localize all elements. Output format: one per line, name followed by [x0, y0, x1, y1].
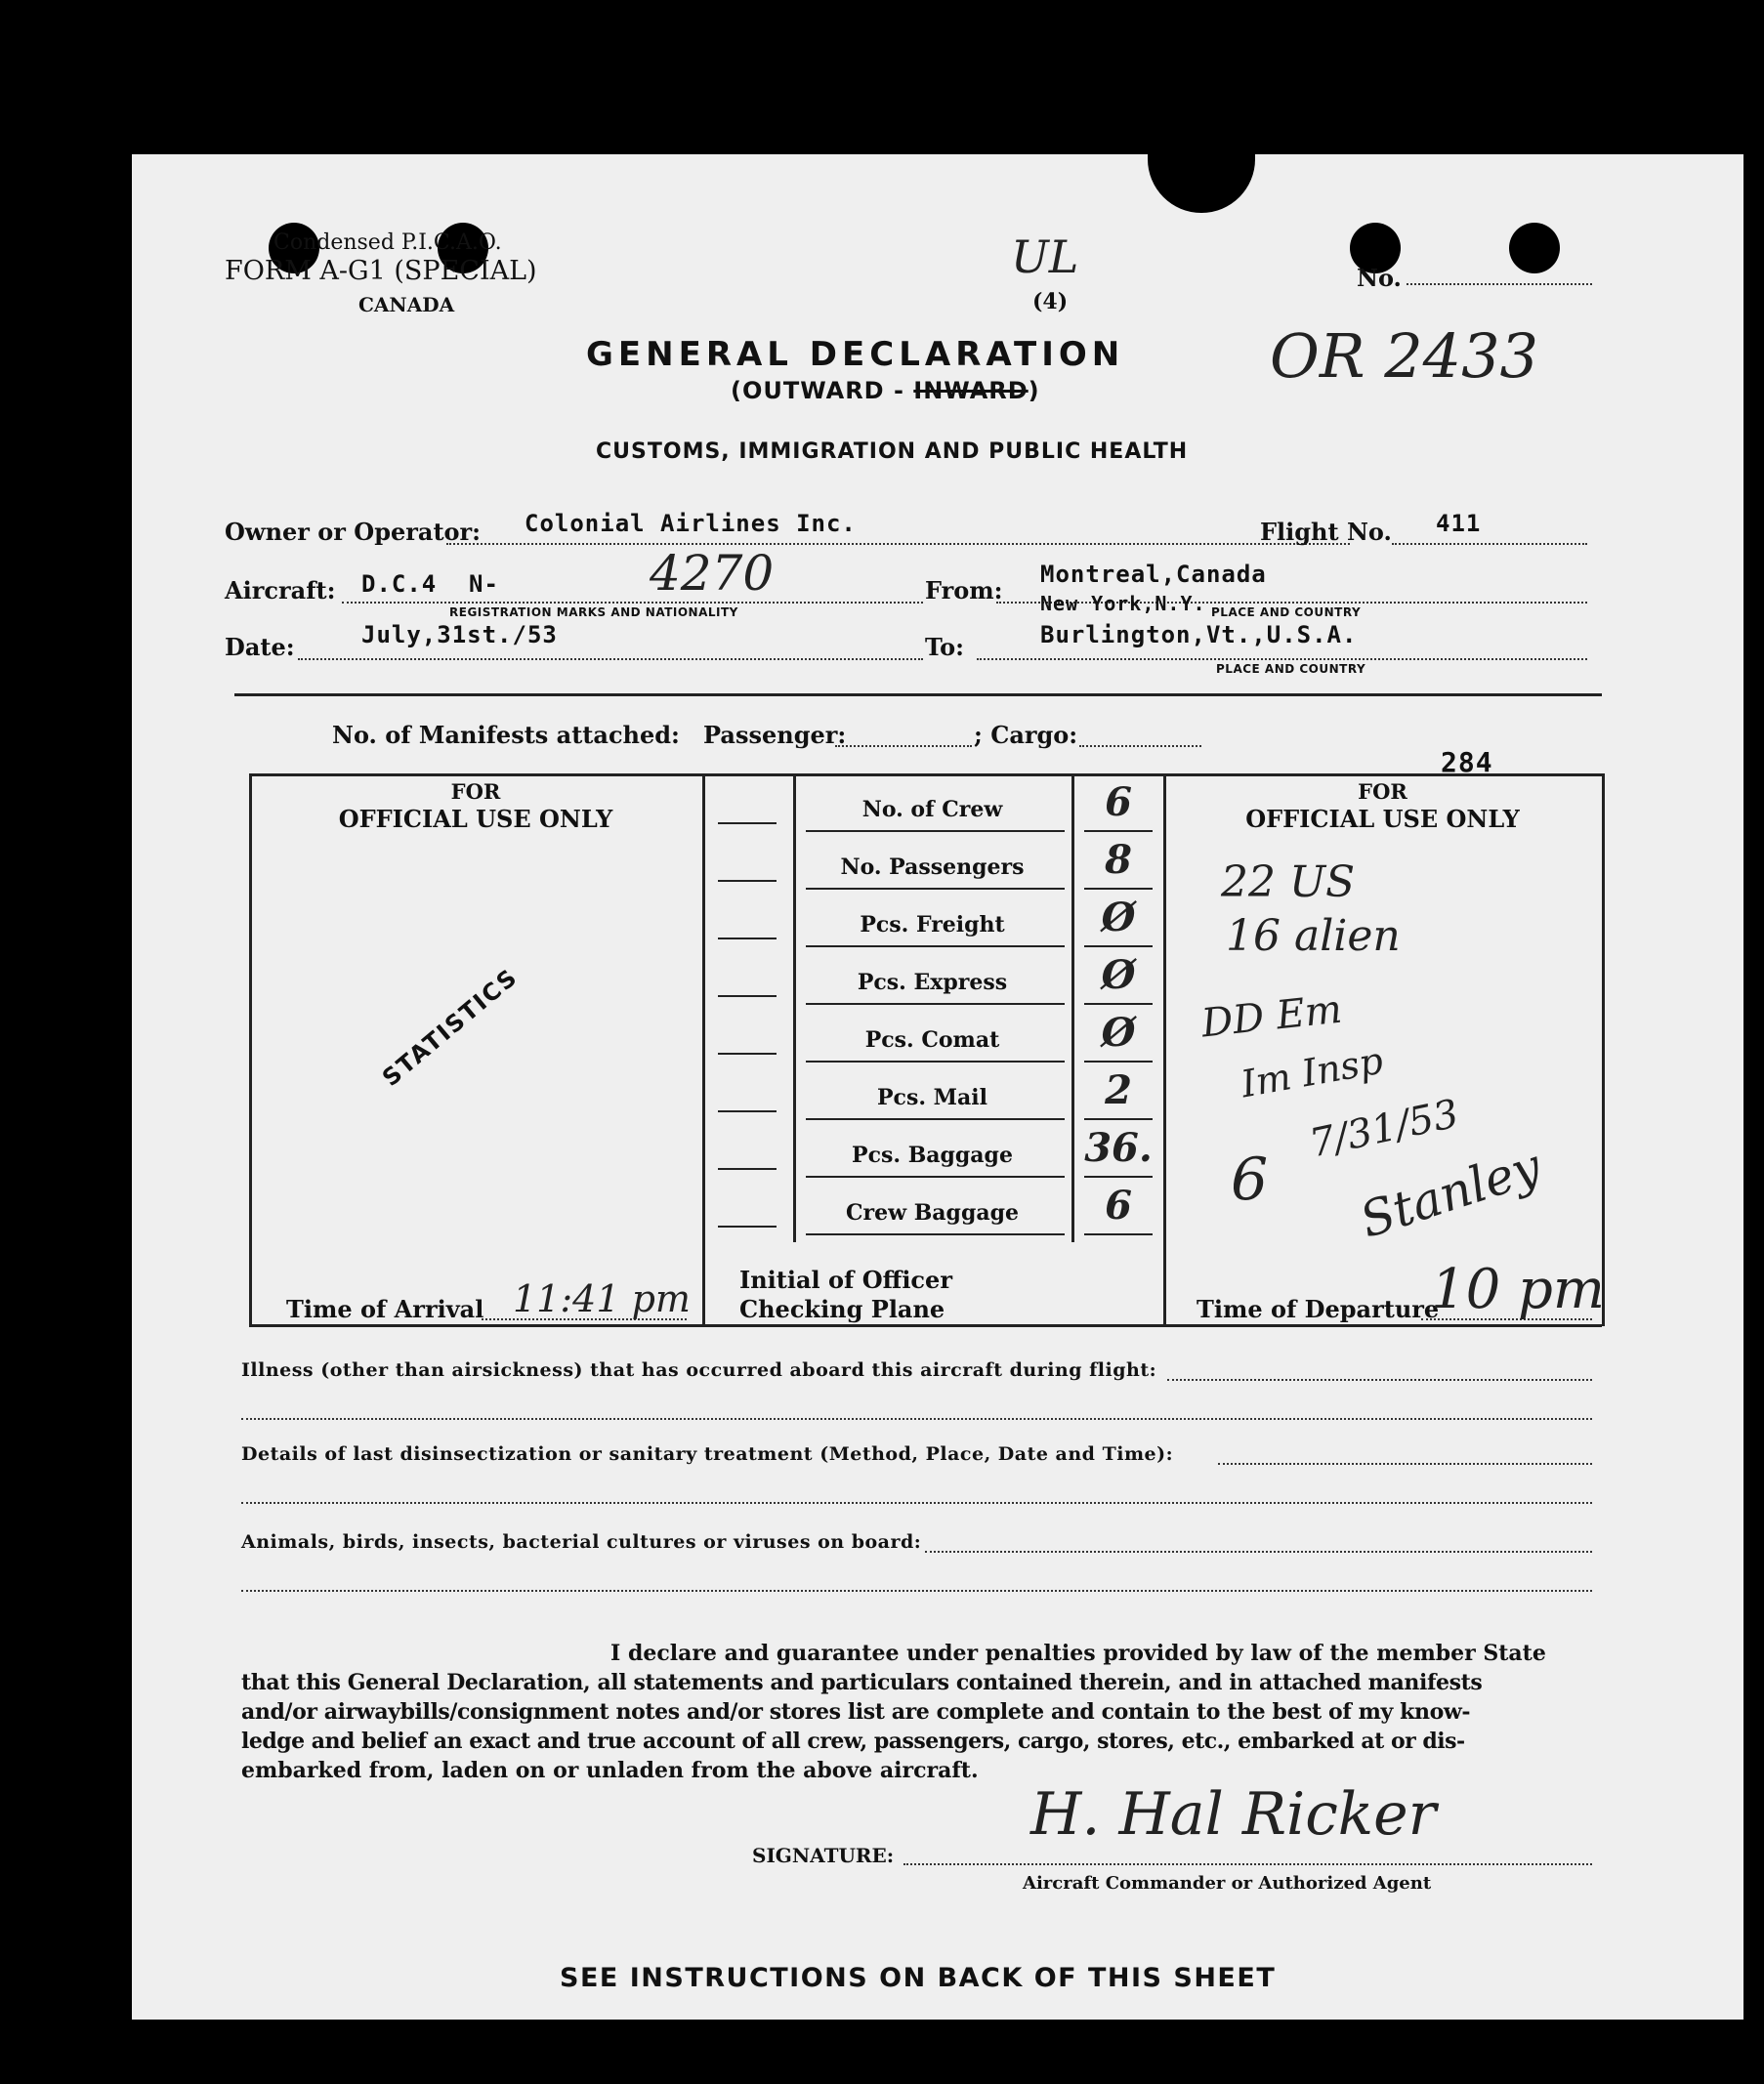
row-value-rule: [1084, 1233, 1153, 1235]
row-tick: [718, 1226, 777, 1228]
row-value-rule: [1084, 1003, 1153, 1005]
row-rule: [806, 1061, 1065, 1063]
form-header-line3: CANADA: [358, 293, 455, 316]
right-official-header-2: OFFICIAL USE ONLY: [1245, 805, 1520, 833]
time-of-departure-label: Time of Departure: [1197, 1295, 1440, 1323]
row-tick: [718, 995, 777, 997]
animals-field-2: [241, 1590, 1592, 1592]
owner-label: Owner or Operator:: [225, 518, 482, 546]
to-caption: PLACE AND COUNTRY: [1216, 662, 1366, 676]
flight-no-label: Flight No.: [1260, 518, 1392, 546]
handwritten-top-mark: UL: [1011, 230, 1079, 283]
row-value-rule: [1084, 1061, 1153, 1063]
statistics-stamp: STATISTICS: [377, 963, 524, 1092]
official-note-4: Im Insp: [1238, 1038, 1387, 1106]
row-rule: [806, 1118, 1065, 1120]
owner-field: [446, 543, 1350, 545]
to-label: To:: [925, 633, 964, 661]
official-note-2: 16 alien: [1226, 911, 1401, 961]
from-label: From:: [925, 576, 1003, 604]
row-rule: [806, 888, 1065, 890]
official-note-7: Stanley: [1353, 1138, 1548, 1249]
no-label: No.: [1357, 264, 1402, 292]
outward-label: (OUTWARD -: [731, 377, 904, 404]
row-rule: [806, 1233, 1065, 1235]
signature-label: SIGNATURE:: [752, 1844, 895, 1867]
initial-officer-label-1: Initial of Officer: [739, 1266, 952, 1294]
disinsectization-field-1: [1218, 1463, 1592, 1465]
row-tick: [718, 880, 777, 882]
row-tick: [718, 1168, 777, 1170]
section-divider: [234, 693, 1602, 696]
row-label: No. of Crew: [861, 797, 1003, 822]
row-label: Crew Baggage: [846, 1200, 1019, 1226]
copy-number: (4): [1032, 289, 1069, 314]
footer-instructions: SEE INSTRUCTIONS ON BACK OF THIS SHEET: [560, 1963, 1277, 1993]
time-of-departure-value: 10 pm: [1431, 1258, 1606, 1321]
to-field: [977, 658, 1587, 660]
to-value: Burlington,Vt.,U.S.A.: [1040, 621, 1358, 648]
row-value-rule: [1084, 1118, 1153, 1120]
declaration-line-4: ledge and belief an exact and true account of all crew, passengers, cargo, stores, etc., embarked at or dis-: [241, 1729, 1465, 1754]
row-value: 36.: [1084, 1125, 1153, 1171]
row-rule: [806, 945, 1065, 947]
official-note-3: DD Em: [1198, 986, 1344, 1047]
illness-label: Illness (other than airsickness) that has occurred aboard this aircraft during flight:: [241, 1359, 1157, 1381]
table-left-edge: [249, 773, 252, 1326]
row-label: Pcs. Express: [857, 970, 1008, 995]
left-official-header-1: FOR: [450, 779, 501, 804]
row-tick: [718, 1053, 777, 1055]
manifest-passenger-field: [835, 745, 972, 747]
official-note-1: 22 US: [1221, 857, 1356, 907]
aircraft-registration: 4270: [650, 545, 775, 602]
table-divider-b: [793, 773, 796, 1242]
handwritten-reference: OR 2433: [1270, 320, 1539, 392]
row-label: Pcs. Baggage: [852, 1143, 1013, 1168]
row-value: 6: [1105, 779, 1132, 825]
punch-hole-4: [1509, 223, 1560, 273]
disinsectization-label: Details of last disinsectization or sanitary treatment (Method, Place, Date and Time):: [241, 1443, 1174, 1465]
row-tick: [718, 1110, 777, 1112]
owner-value: Colonial Airlines Inc.: [525, 510, 857, 537]
row-label: No. Passengers: [840, 854, 1025, 880]
row-tick: [718, 938, 777, 939]
date-field: [298, 658, 923, 660]
row-value-rule: [1084, 945, 1153, 947]
signature-field: [903, 1863, 1592, 1865]
registration-caption: REGISTRATION MARKS AND NATIONALITY: [449, 605, 738, 619]
manifests-label: No. of Manifests attached:: [332, 721, 680, 749]
row-label: Pcs. Comat: [864, 1027, 1000, 1053]
torn-notch: [1148, 145, 1255, 213]
page-title: GENERAL DECLARATION: [586, 335, 1125, 374]
animals-field-1: [925, 1551, 1592, 1553]
left-official-header-2: OFFICIAL USE ONLY: [338, 805, 613, 833]
flight-no-value: 411: [1436, 510, 1482, 537]
table-bottom: [249, 1324, 1602, 1327]
official-note-6: 6: [1231, 1146, 1269, 1214]
declaration-line-1: I declare and guarantee under penalties provided by law of the member State: [610, 1641, 1546, 1666]
disinsectization-field-2: [241, 1502, 1592, 1504]
form-sheet: [132, 154, 1743, 2020]
row-value: 8: [1105, 837, 1132, 883]
row-value: Ø: [1101, 895, 1136, 940]
signature-caption: Aircraft Commander or Authorized Agent: [1023, 1873, 1432, 1894]
aircraft-prefix: N-: [469, 570, 499, 598]
manifest-number: 284: [1441, 746, 1493, 778]
manifest-passenger-label: Passenger:: [703, 721, 847, 749]
row-value-rule: [1084, 830, 1153, 832]
row-value: Ø: [1101, 1010, 1136, 1056]
row-rule: [806, 1176, 1065, 1178]
declaration-line-2: that this General Declaration, all statements and particulars contained therein, and in attached manifests: [241, 1670, 1483, 1695]
row-value-rule: [1084, 1176, 1153, 1178]
row-value-rule: [1084, 888, 1153, 890]
row-rule: [806, 1003, 1065, 1005]
subtitle-customs: CUSTOMS, IMMIGRATION AND PUBLIC HEALTH: [596, 439, 1189, 464]
row-tick: [718, 822, 777, 824]
aircraft-field: [342, 602, 923, 604]
declaration-line-3: and/or airwaybills/consignment notes and/or stores list are complete and contain to the best of my know-: [241, 1699, 1471, 1725]
manifest-cargo-field: [1079, 745, 1201, 747]
declaration-line-5: embarked from, laden on or unladen from the above aircraft.: [241, 1758, 979, 1783]
table-divider-d: [1163, 773, 1166, 1326]
aircraft-label: Aircraft:: [225, 576, 336, 604]
time-of-arrival-value: 11:41 pm: [513, 1277, 691, 1320]
animals-label: Animals, birds, insects, bacterial cultures or viruses on board:: [241, 1531, 922, 1553]
subtitle-close: ): [1028, 377, 1040, 404]
table-top: [249, 773, 1602, 776]
inward-label-struck: INWARD: [913, 377, 1029, 404]
initial-officer-label-2: Checking Plane: [739, 1295, 945, 1323]
from-caption: PLACE AND COUNTRY: [1211, 605, 1362, 619]
illness-field-2: [241, 1418, 1592, 1420]
date-value: July,31st./53: [361, 621, 558, 648]
manifest-cargo-label: ; Cargo:: [974, 721, 1078, 749]
flight-no-field: [1392, 543, 1587, 545]
illness-field-1: [1167, 1379, 1592, 1381]
table-divider-a: [702, 773, 705, 1326]
row-label: Pcs. Freight: [860, 912, 1005, 938]
row-rule: [806, 830, 1065, 832]
aircraft-type: D.C.4: [361, 570, 438, 598]
form-header-line2: FORM A-G1 (SPECIAL): [225, 256, 537, 286]
commander-signature: H. Hal Ricker: [1030, 1780, 1437, 1849]
title-direction: [731, 377, 1040, 404]
row-label: Pcs. Mail: [877, 1085, 987, 1110]
table-right-edge: [1602, 773, 1605, 1326]
to-value-typed-over: New York,N.Y.: [1040, 592, 1206, 615]
time-of-arrival-label: Time of Arrival: [286, 1295, 484, 1323]
right-official-header-1: FOR: [1358, 779, 1407, 804]
row-value: 2: [1105, 1067, 1132, 1113]
date-label: Date:: [225, 633, 295, 661]
row-value: Ø: [1101, 952, 1136, 998]
no-field: [1407, 283, 1592, 285]
from-value: Montreal,Canada: [1040, 561, 1267, 588]
official-note-5: 7/31/53: [1305, 1091, 1463, 1167]
row-value: 6: [1105, 1183, 1132, 1229]
form-header-line1: Condensed P.I.C.A.O.: [273, 230, 502, 255]
